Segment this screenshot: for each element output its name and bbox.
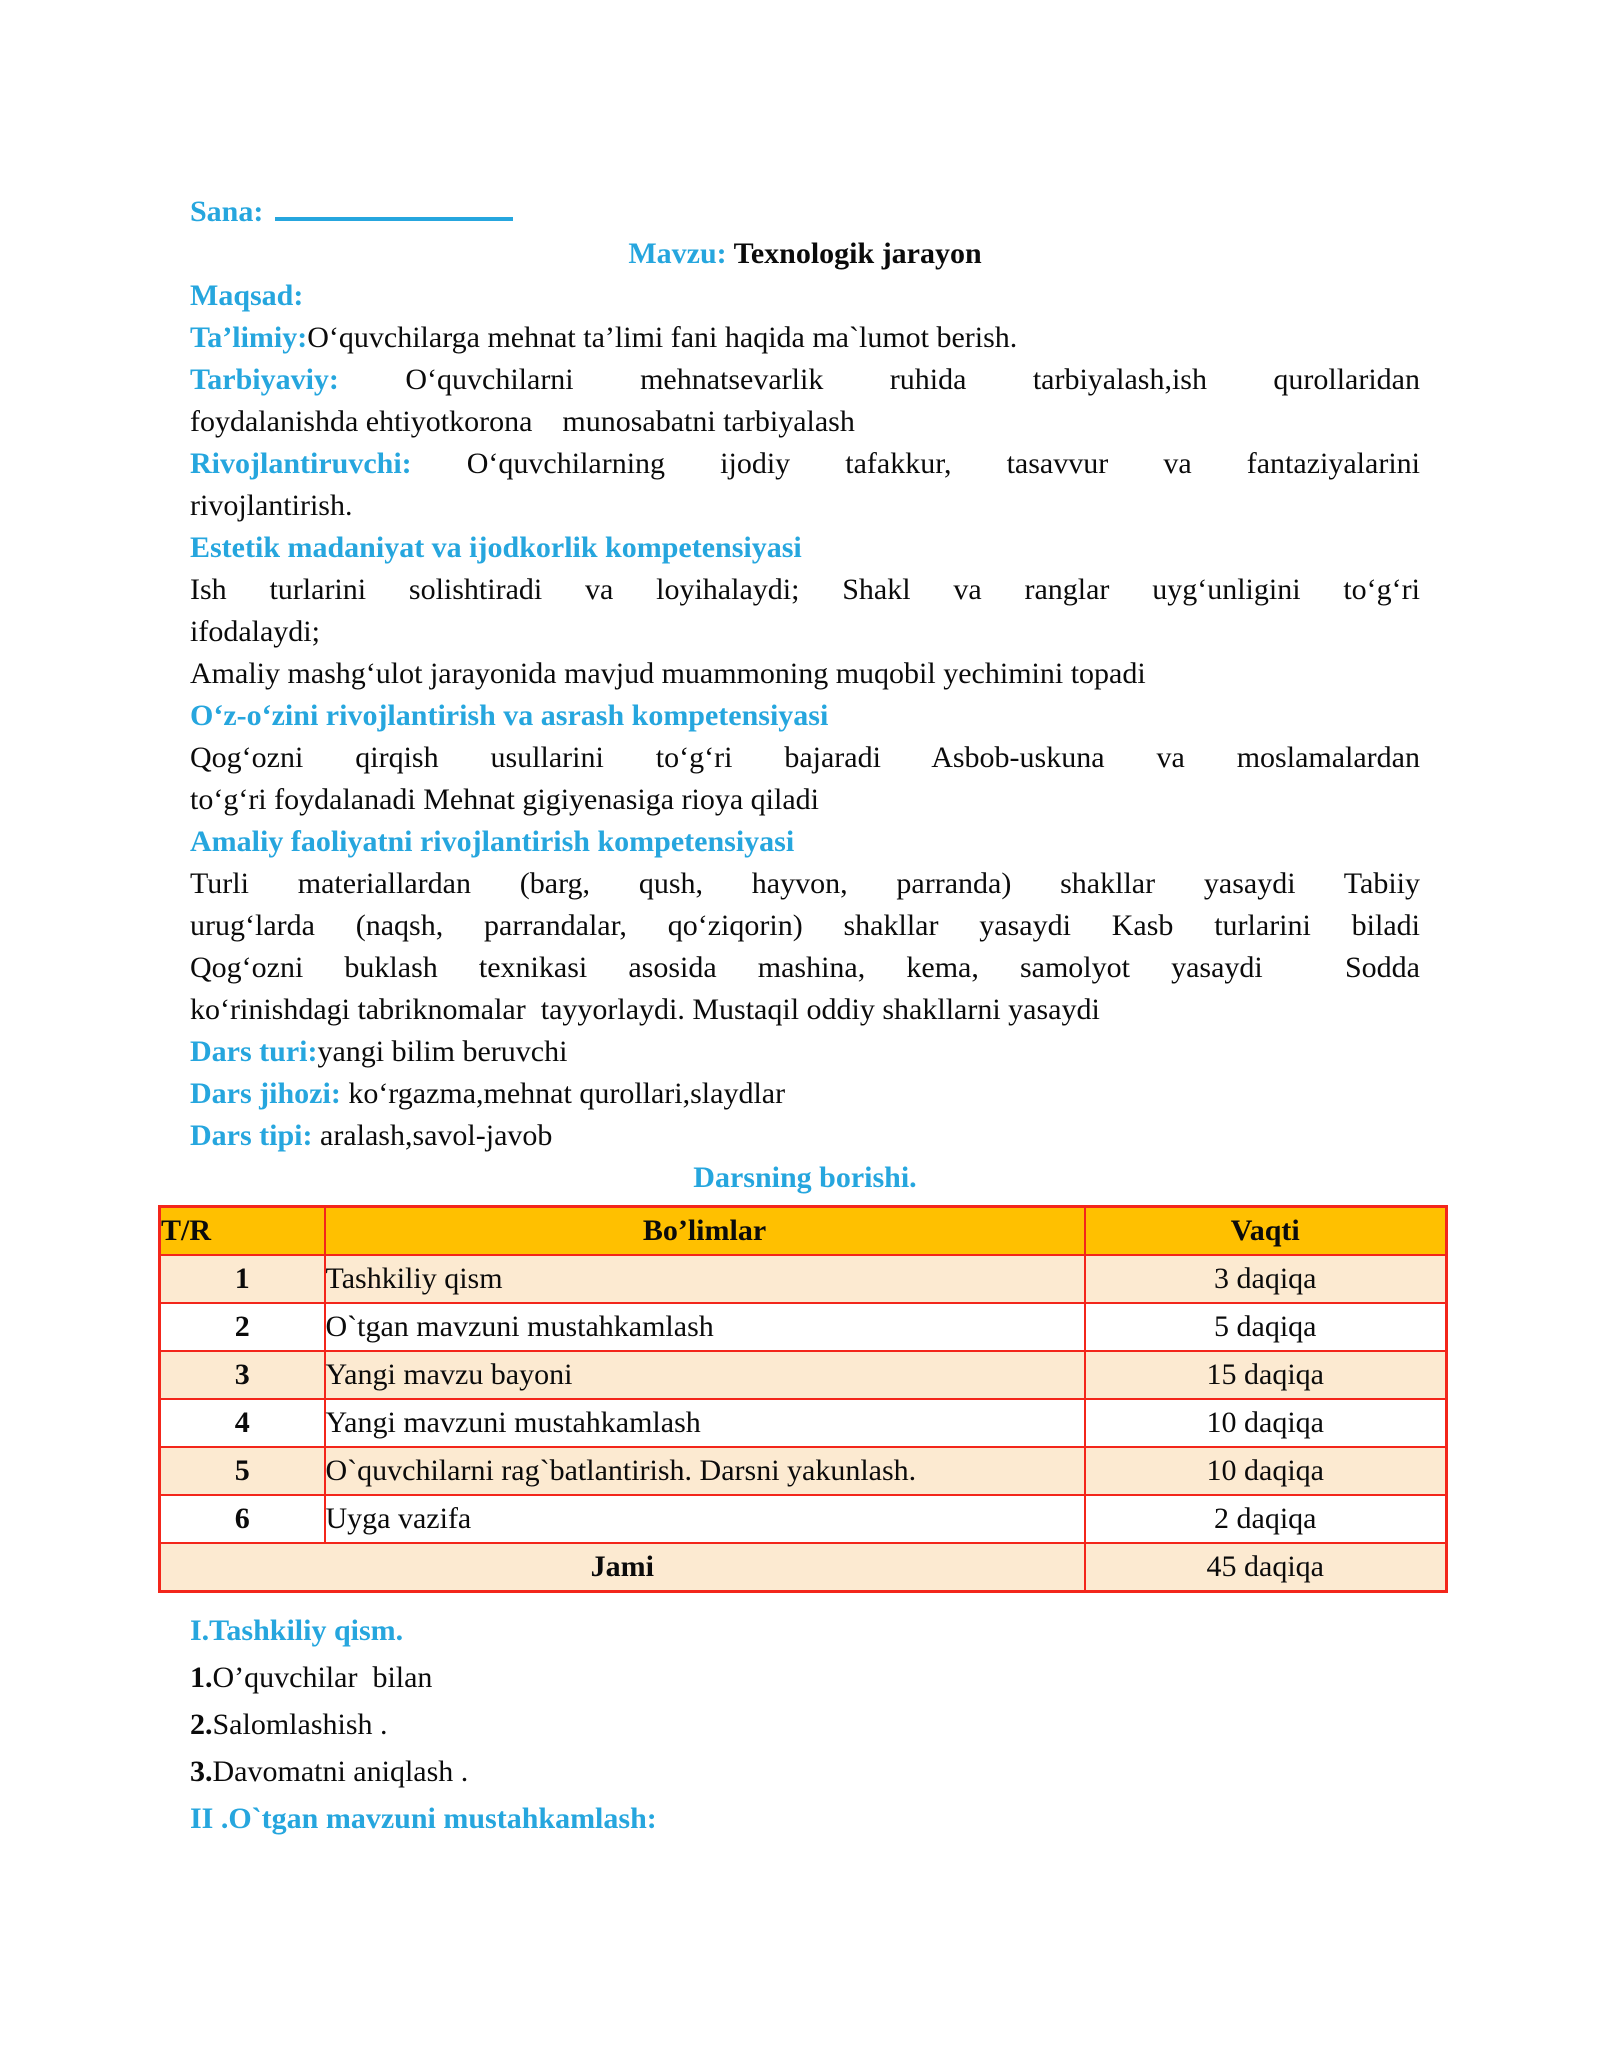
table-body [160,1255,1447,1543]
text-segment: II .O`tgan mavzuni mustahkamlash: [190,1802,657,1835]
doc-line [190,611,1420,653]
table-footer [160,1543,1447,1592]
text-segment: 3. [190,1755,213,1788]
text-segment: Salomlashish . [212,1708,388,1741]
doc-line [190,905,1420,947]
time-cell: 10 daqiqa [1085,1447,1447,1495]
section-cell: O`quvchilarni rag`batlantirish. Darsni yakunlash. [325,1447,1085,1495]
doc-line [190,737,1420,779]
row-number-cell: 5 [160,1447,325,1495]
section-cell: Yangi mavzuni mustahkamlash [325,1399,1085,1447]
text-segment: Dars turi: [190,1035,318,1068]
doc-line [190,401,1420,443]
text-segment: O’quvchilar bilan [212,1661,433,1694]
row-number-cell: 2 [160,1303,325,1351]
text-segment: Texnologik jarayon [733,237,982,270]
lesson-plan-header-text [190,191,1420,1199]
doc-line [190,359,1420,401]
doc-line [190,191,1420,233]
section-cell: Uyga vazifa [325,1495,1085,1543]
text-segment: O‘quvchilarning ijodiy tafakkur, tasavvur va fantaziyalarini [466,447,1420,480]
text-segment: Dars tipi: [190,1119,320,1152]
doc-line [190,1031,1420,1073]
text-segment: Qog‘ozni qirqish usullarini to‘g‘ri bajaradi Asbob-uskuna va moslamalardan [190,741,1420,774]
time-cell: 2 daqiqa [1085,1495,1447,1543]
column-header-bolimlar: Bo’limlar [325,1207,1085,1256]
section-cell: Yangi mavzu bayoni [325,1351,1085,1399]
text-segment: foydalanishda ehtiyotkorona munosabatni tarbiyalash [190,405,855,438]
table-row [160,1399,1447,1447]
text-segment: urug‘larda (naqsh, parrandalar, qo‘ziqorin) shakllar yasaydi Kasb turlarini biladi [190,909,1420,942]
row-number-cell: 3 [160,1351,325,1399]
text-segment: rivojlantirish. [190,489,353,522]
time-cell: 3 daqiqa [1085,1255,1447,1303]
text-segment: Rivojlantiruvchi: [190,447,467,480]
text-segment: Darsning borishi. [693,1161,917,1194]
doc-line [190,443,1420,485]
time-cell: 10 daqiqa [1085,1399,1447,1447]
text-segment: O‘quvchilarni mehnatsevarlik ruhida tarbiyalash,ish qurollaridan [405,363,1421,396]
doc-line [190,989,1420,1031]
doc-line [190,233,1420,275]
lesson-schedule-table [158,1205,1448,1593]
lesson-plan-body-text [190,1607,1420,1842]
text-segment: Amaliy mashg‘ulot jarayonida mavjud muammoning muqobil yechimini topadi [190,657,1146,690]
text-segment: 2. [190,1708,213,1741]
text-segment: yangi bilim beruvchi [317,1035,568,1068]
doc-line [190,1157,1420,1199]
doc-line [190,485,1420,527]
doc-line [190,569,1420,611]
total-label-cell: Jami [160,1543,1085,1592]
doc-line [190,653,1420,695]
text-segment: aralash,savol-javob [320,1119,553,1152]
time-cell: 5 daqiqa [1085,1303,1447,1351]
doc-line [190,1073,1420,1115]
text-segment: Sana: [190,195,271,228]
text-segment: I.Tashkiliy qism. [190,1614,404,1647]
table-total-row [160,1543,1447,1592]
fill-in-blank-line [275,217,513,221]
column-header-tr: T/R [160,1207,325,1256]
row-number-cell: 6 [160,1495,325,1543]
doc-line [190,779,1420,821]
doc-line [190,1748,1420,1795]
doc-line [190,1795,1420,1842]
doc-line [190,947,1420,989]
text-segment: ifodalaydi; [190,615,320,648]
text-segment: Amaliy faoliyatni rivojlantirish kompetensiyasi [190,825,795,858]
table-header-row [160,1207,1447,1256]
text-segment: Ta’limiy: [190,321,308,354]
table-row [160,1303,1447,1351]
doc-line [190,695,1420,737]
text-segment: Estetik madaniyat va ijodkorlik kompetensiyasi [190,531,802,564]
section-cell: Tashkiliy qism [325,1255,1085,1303]
table-row [160,1447,1447,1495]
text-segment: O‘quvchilarga mehnat ta’limi fani haqida ma`lumot berish. [307,321,1018,354]
text-segment: Ish turlarini solishtiradi va loyihalaydi; Shakl va ranglar uyg‘unligini to‘g‘ri [190,573,1420,606]
text-segment: Dars jihozi: [190,1077,349,1110]
doc-line [190,1115,1420,1157]
table-row [160,1351,1447,1399]
text-segment: Turli materiallardan (barg, qush, hayvon, parranda) shakllar yasaydi Tabiiy [190,867,1420,900]
text-segment: to‘g‘ri foydalanadi Mehnat gigiyenasiga rioya qiladi [190,783,819,816]
table-row [160,1495,1447,1543]
text-segment: O‘z-o‘zini rivojlantirish va asrash kompetensiyasi [190,699,829,732]
text-segment: Qog‘ozni buklash texnikasi asosida mashina, kema, samolyot yasaydi Sodda [190,951,1420,984]
text-segment: Tarbiyaviy: [190,363,406,396]
column-header-vaqti: Vaqti [1085,1207,1447,1256]
doc-line [190,863,1420,905]
text-segment: ko‘rgazma,mehnat qurollari,slaydlar [348,1077,786,1110]
text-segment: Mavzu: [628,237,734,270]
row-number-cell: 1 [160,1255,325,1303]
doc-line [190,317,1420,359]
total-time-cell: 45 daqiqa [1085,1543,1447,1592]
doc-line [190,1607,1420,1654]
doc-line [190,275,1420,317]
text-segment: Davomatni aniqlash . [212,1755,469,1788]
time-cell: 15 daqiqa [1085,1351,1447,1399]
table-row [160,1255,1447,1303]
text-segment: ko‘rinishdagi tabriknomalar tayyorlaydi. Mustaqil oddiy shakllarni yasaydi [190,993,1100,1026]
text-segment: Maqsad: [190,279,304,312]
doc-line [190,1654,1420,1701]
row-number-cell: 4 [160,1399,325,1447]
section-cell: O`tgan mavzuni mustahkamlash [325,1303,1085,1351]
table-header [160,1207,1447,1256]
doc-line [190,527,1420,569]
doc-line [190,1701,1420,1748]
text-segment: 1. [190,1661,213,1694]
doc-line [190,821,1420,863]
